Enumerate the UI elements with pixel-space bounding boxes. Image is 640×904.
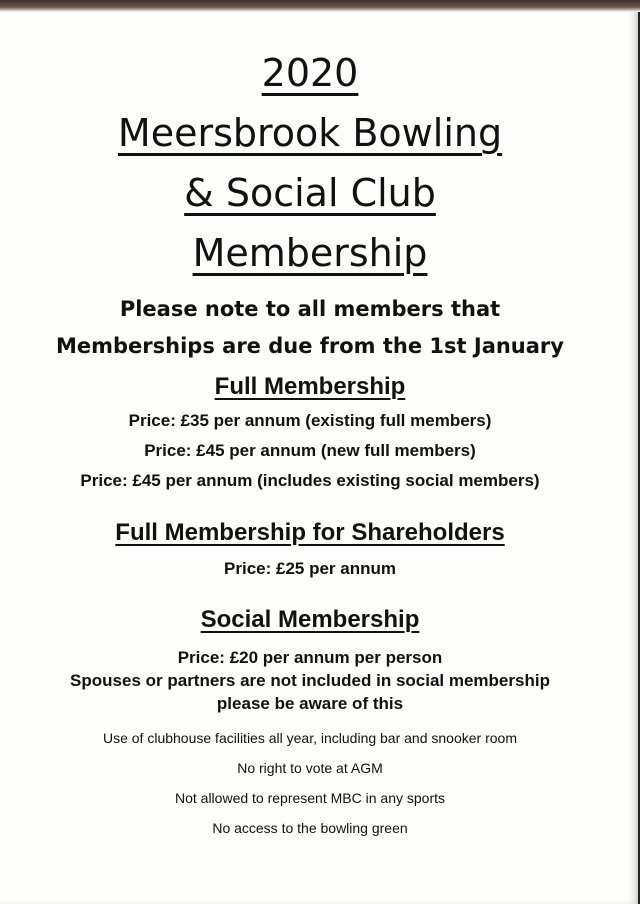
table-edge [0,0,640,12]
social-note-1: Spouses or partners are not included in social membership [70,671,550,690]
social-price: Price: £20 per annum per person [177,648,443,667]
condition-clubhouse: Use of clubhouse facilities all year, including bar and snooker room [102,730,517,746]
title-membership: Membership [192,231,428,275]
social-note-2: please be aware of this [216,694,404,713]
condition-no-represent: Not allowed to represent MBC in any sports [174,790,445,806]
shareholders-heading: Full Membership for Shareholders [115,519,505,546]
title-club-name: Meersbrook Bowling [117,111,503,155]
notice-line-1: Please note to all members that [119,297,501,321]
condition-no-vote: No right to vote at AGM [237,760,383,776]
title-year: 2020 [261,51,359,95]
full-price-existing: Price: £35 per annum (existing full members) [128,411,492,430]
full-price-social: Price: £45 per annum (includes existing social members) [80,471,540,490]
social-membership-heading: Social Membership [200,606,420,633]
condition-no-green: No access to the bowling green [212,820,408,836]
full-membership-heading: Full Membership [214,373,406,400]
full-price-new: Price: £45 per annum (new full members) [144,441,476,460]
title-club-name-2: & Social Club [184,171,436,215]
shareholders-price: Price: £25 per annum [224,559,396,578]
notice-line-2: Memberships are due from the 1st January [56,334,564,358]
